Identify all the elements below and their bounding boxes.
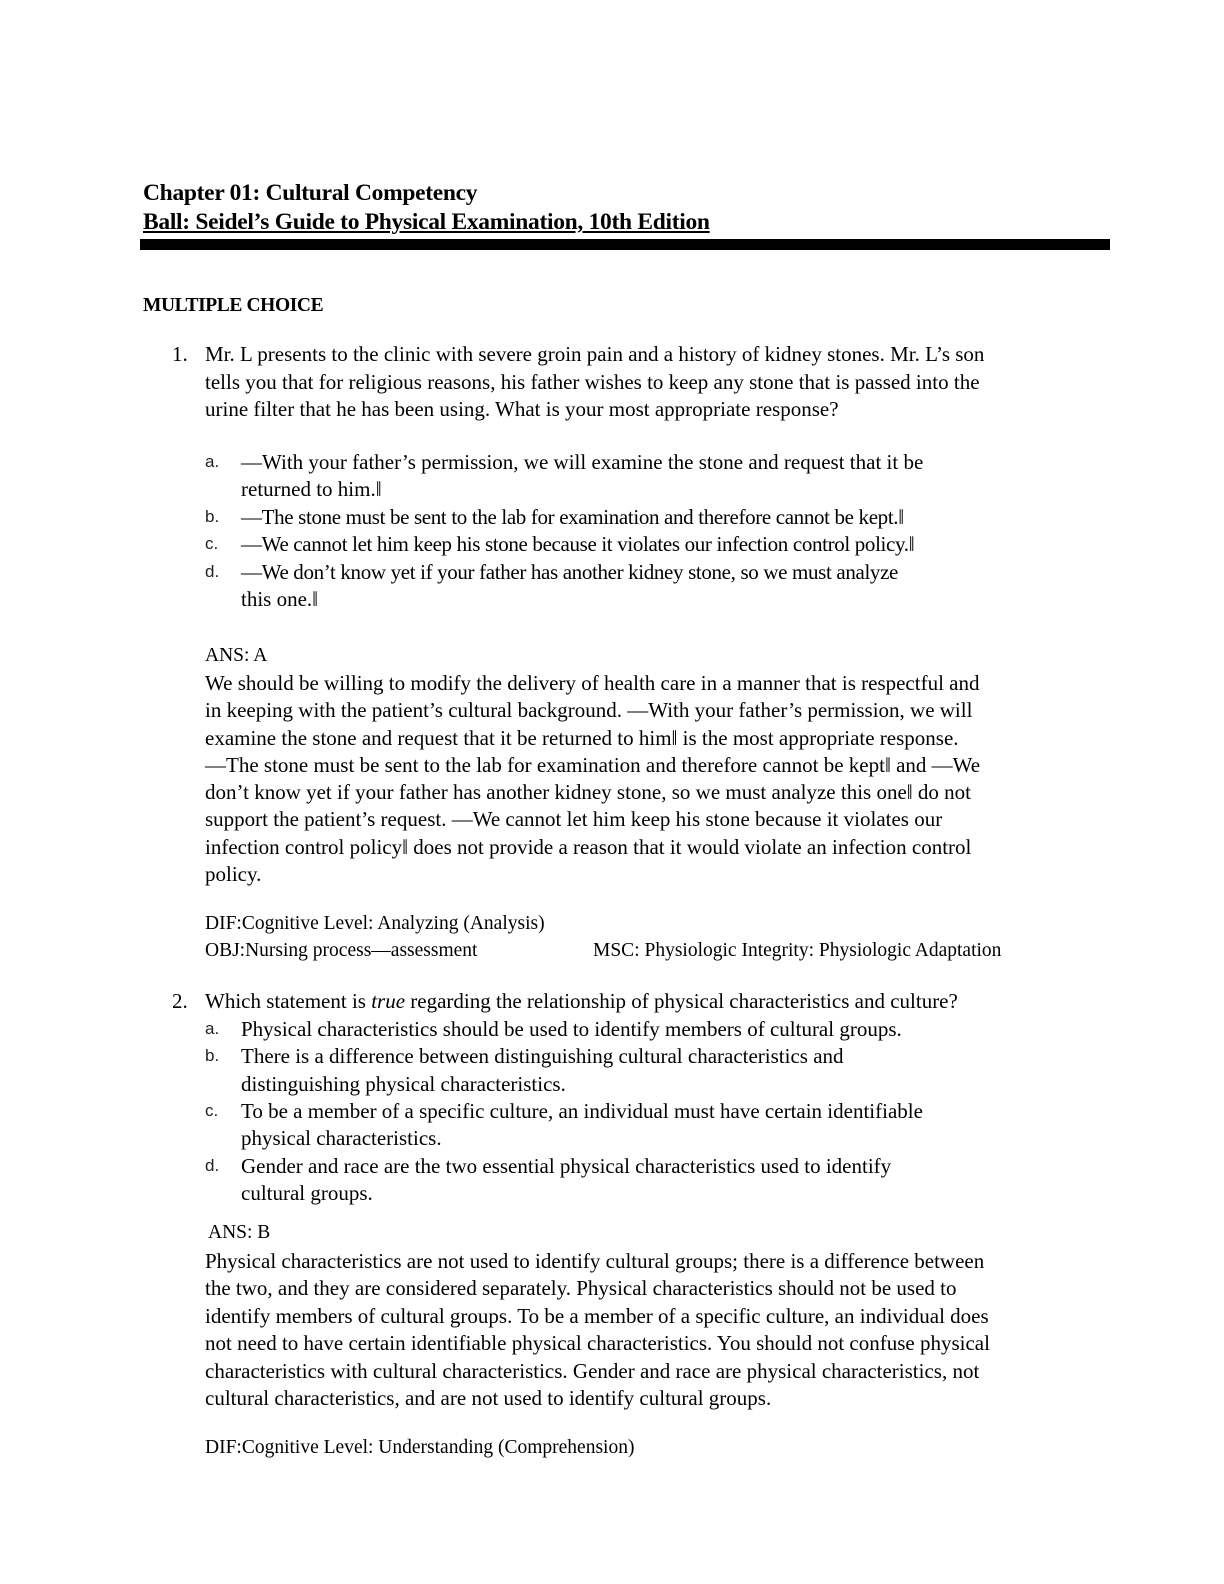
option-text: —We don’t know yet if your father has another kidney stone, so we must analyze <box>241 560 899 584</box>
option-text: —We cannot let him keep his stone because it violates our infection control policy.‖ <box>241 532 915 556</box>
answer-label: ANS: A <box>205 645 268 666</box>
option-letter: d. <box>205 1156 220 1175</box>
option-letter: c. <box>205 1101 219 1120</box>
question-stem <box>205 989 958 1013</box>
question-stem-line: Mr. L presents to the clinic with severe groin pain and a history of kidney stones. Mr. L’s son <box>205 342 985 366</box>
stem-emphasis: true <box>371 989 406 1013</box>
option-letter: a. <box>205 452 220 471</box>
stem-text: Which statement is <box>205 989 372 1013</box>
rationale-line: in keeping with the patient’s cultural background. —With your father’s permission, we will <box>205 698 973 722</box>
question-number: 2. <box>172 989 188 1013</box>
option-text: There is a difference between distinguishing cultural characteristics and <box>241 1044 844 1068</box>
rationale-line: examine the stone and request that it be returned to him‖ is the most appropriate response. <box>205 726 959 750</box>
rationale-line: —The stone must be sent to the lab for examination and therefore cannot be kept‖ and —We <box>205 753 981 777</box>
option-text: —With your father’s permission, we will examine the stone and request that it be <box>241 450 924 474</box>
rationale-line: don’t know yet if your father has another kidney stone, so we must analyze this one‖ do not <box>205 780 972 804</box>
option-letter: b. <box>205 1046 220 1065</box>
option-text: physical characteristics. <box>241 1126 442 1150</box>
section-heading: MULTIPLE CHOICE <box>143 295 324 316</box>
rationale-line: Physical characteristics are not used to identify cultural groups; there is a difference between <box>205 1249 985 1273</box>
msc-category: MSC: Physiologic Integrity: Physiologic Adaptation <box>593 940 1002 961</box>
option-letter: d. <box>205 562 220 581</box>
option-text: this one.‖ <box>241 587 319 611</box>
option-text: distinguishing physical characteristics. <box>241 1072 566 1096</box>
rationale-line: policy. <box>205 862 262 886</box>
answer-label: ANS: B <box>208 1222 271 1243</box>
question-stem-line: urine filter that he has been using. What is your most appropriate response? <box>205 397 839 421</box>
option-text: Physical characteristics should be used to identify members of cultural groups. <box>241 1017 902 1041</box>
option-letter: b. <box>205 507 220 526</box>
rationale-line: the two, and they are considered separately. Physical characteristics should not be used to <box>205 1276 957 1300</box>
question-stem-line: tells you that for religious reasons, his father wishes to keep any stone that is passed into the <box>205 370 980 394</box>
chapter-title: Chapter 01: Cultural Competency <box>143 180 478 206</box>
rationale-line: We should be willing to modify the delivery of health care in a manner that is respectful and <box>205 671 980 695</box>
option-text: cultural groups. <box>241 1181 373 1205</box>
header-rule <box>140 239 1110 250</box>
rationale-line: not need to have certain identifiable physical characteristics. You should not confuse physical <box>205 1331 990 1355</box>
book-title: Ball: Seidel’s Guide to Physical Examination, 10th Edition <box>143 209 710 235</box>
option-text: Gender and race are the two essential physical characteristics used to identify <box>241 1154 892 1178</box>
rationale-line: support the patient’s request. —We cannot let him keep his stone because it violates our <box>205 807 943 831</box>
objective: OBJ:Nursing process—assessment <box>205 940 478 961</box>
question-number: 1. <box>172 342 188 366</box>
difficulty: DIF:Cognitive Level: Analyzing (Analysis) <box>205 913 545 934</box>
rationale-line: identify members of cultural groups. To be a member of a specific culture, an individual does <box>205 1304 989 1328</box>
option-text: returned to him.‖ <box>241 477 382 501</box>
rationale-line: infection control policy‖ does not provide a reason that it would violate an infection control <box>205 835 972 859</box>
stem-text: regarding the relationship of physical characteristics and culture? <box>405 989 958 1013</box>
option-letter: a. <box>205 1019 220 1038</box>
difficulty: DIF:Cognitive Level: Understanding (Comprehension) <box>205 1437 635 1458</box>
option-text: To be a member of a specific culture, an individual must have certain identifiable <box>241 1099 923 1123</box>
rationale-line: characteristics with cultural characteristics. Gender and race are physical characteristics, not <box>205 1359 980 1383</box>
option-letter: c. <box>205 534 219 553</box>
option-text: —The stone must be sent to the lab for examination and therefore cannot be kept.‖ <box>241 505 904 529</box>
rationale-line: cultural characteristics, and are not used to identify cultural groups. <box>205 1386 772 1410</box>
